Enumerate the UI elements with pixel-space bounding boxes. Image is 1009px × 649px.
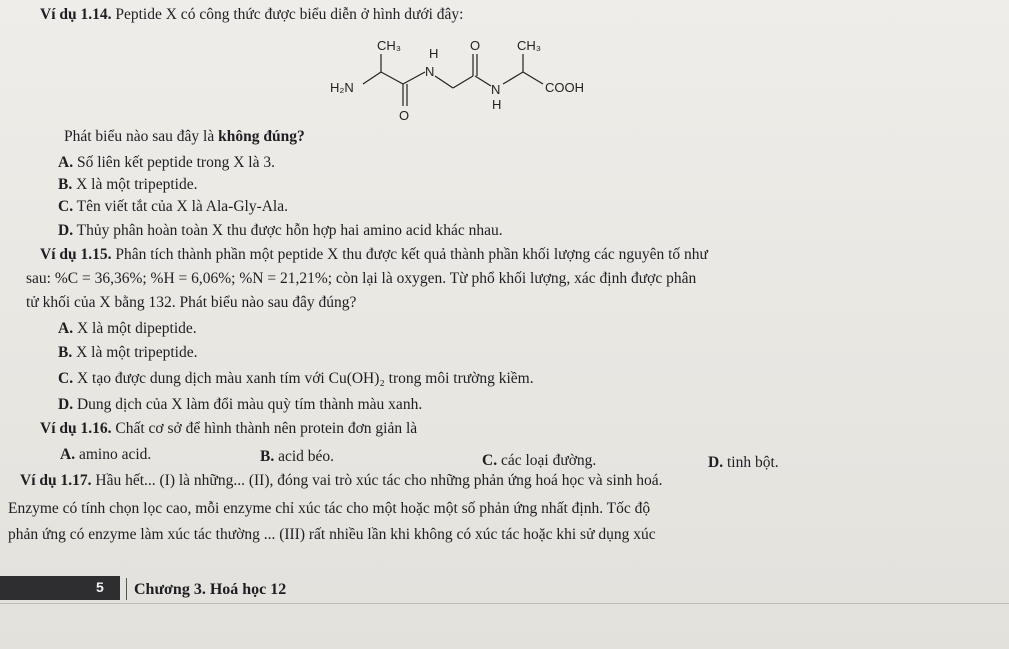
example-1-15-line1 xyxy=(40,246,708,264)
ch3-right-label: CH₃ xyxy=(517,38,542,53)
example-1-17-line3: phản ứng có enzyme làm xúc tác thường ... (III) rất nhiều lần khi không có xúc tác hoặc khi sử dụng xúc xyxy=(8,526,656,543)
option-a xyxy=(60,446,151,464)
h-top-label: H xyxy=(429,46,439,61)
n-top-label: N xyxy=(425,64,435,79)
footer-divider xyxy=(126,578,127,600)
h2n-label: H₂N xyxy=(330,80,354,95)
option-c xyxy=(482,452,596,470)
chapter-title: Chương 3. Hoá học 12 xyxy=(134,581,287,598)
page-number: 5 xyxy=(96,579,104,595)
option-text: X là một dipeptide. xyxy=(73,320,197,337)
option-c xyxy=(58,198,288,216)
example-1-14-prompt xyxy=(64,128,305,146)
example-title: Ví dụ 1.17. xyxy=(20,472,92,489)
example-1-17-line1 xyxy=(20,472,663,490)
option-b xyxy=(260,448,334,466)
example-1-14-heading xyxy=(40,6,463,24)
option-key: D. xyxy=(708,454,724,471)
option-text: Dung dịch của X làm đổi màu quỳ tím thành màu xanh. xyxy=(73,396,423,413)
example-text: Chất cơ sở để hình thành nên protein đơn giản là xyxy=(111,420,418,437)
h-bottom-label: H xyxy=(492,97,502,112)
prompt-part: đúng? xyxy=(259,128,305,145)
o-top-label: O xyxy=(470,38,481,53)
option-text: X là một tripeptide. xyxy=(72,344,198,361)
example-text: Peptide X có công thức được biểu diễn ở hình dưới đây: xyxy=(111,6,464,23)
example-1-16-heading xyxy=(40,420,417,438)
example-title: Ví dụ 1.16. xyxy=(40,420,112,437)
option-key: C. xyxy=(482,452,498,469)
option-a xyxy=(58,154,275,172)
option-text: Số liên kết peptide trong X là 3. xyxy=(73,154,275,171)
prompt-part: Phát biểu nào sau đây là xyxy=(64,128,219,145)
o-bottom-label: O xyxy=(399,108,410,123)
option-d xyxy=(708,454,779,472)
option-key: D. xyxy=(58,396,74,413)
option-key: A. xyxy=(60,446,76,463)
n-bottom-label: N xyxy=(491,82,501,97)
option-key: A. xyxy=(58,154,74,171)
option-d xyxy=(58,222,503,240)
option-b xyxy=(58,176,197,194)
option-text: Tên viết tắt của X là Ala-Gly-Ala. xyxy=(73,198,288,215)
footer-rule xyxy=(0,603,1009,604)
option-text: X là một tripeptide. xyxy=(72,176,198,193)
option-key: D. xyxy=(58,222,74,239)
option-c xyxy=(58,370,534,388)
peptide-structure-diagram xyxy=(325,28,625,128)
option-text: tinh bột. xyxy=(723,454,779,471)
option-text: acid béo. xyxy=(274,448,335,465)
example-1-17-line2: Enzyme có tính chọn lọc cao, mỗi enzyme chỉ xúc tác cho một hoặc một số phản ứng nhất định. Tốc độ xyxy=(8,500,651,517)
option-b xyxy=(58,344,197,362)
option-text: X tạo được dung dịch màu xanh tím với Cu(OH)₂ trong môi trường kiềm. xyxy=(73,370,534,387)
example-title: Ví dụ 1.15. xyxy=(40,246,112,263)
option-key: B. xyxy=(260,448,275,465)
option-key: C. xyxy=(58,198,74,215)
example-title: Ví dụ 1.14. xyxy=(40,6,112,23)
example-text: Hầu hết... (I) là những... (II), đóng vai trò xúc tác cho những phản ứng hoá học và sinh hoá. xyxy=(91,472,663,489)
example-1-15-line2: sau: %C = 36,36%; %H = 6,06%; %N = 21,21%; còn lại là oxygen. Từ phổ khối lượng, xác định được phân xyxy=(26,270,697,287)
prompt-emphasis: không xyxy=(218,128,260,145)
option-a xyxy=(58,320,197,338)
option-text: các loại đường. xyxy=(497,452,597,469)
cooh-label: COOH xyxy=(545,80,584,95)
option-text: amino acid. xyxy=(75,446,152,463)
example-text: Phân tích thành phần một peptide X thu được kết quả thành phần khối lượng các nguyên tố như xyxy=(111,246,708,263)
option-d xyxy=(58,396,422,414)
ch3-left-label: CH₃ xyxy=(377,38,402,53)
option-text: Thủy phân hoàn toàn X thu được hỗn hợp hai amino acid khác nhau. xyxy=(73,222,503,239)
option-key: C. xyxy=(58,370,74,387)
example-1-15-line3: tử khối của X bằng 132. Phát biểu nào sau đây đúng? xyxy=(26,294,357,311)
option-key: B. xyxy=(58,176,73,193)
option-key: B. xyxy=(58,344,73,361)
option-key: A. xyxy=(58,320,74,337)
